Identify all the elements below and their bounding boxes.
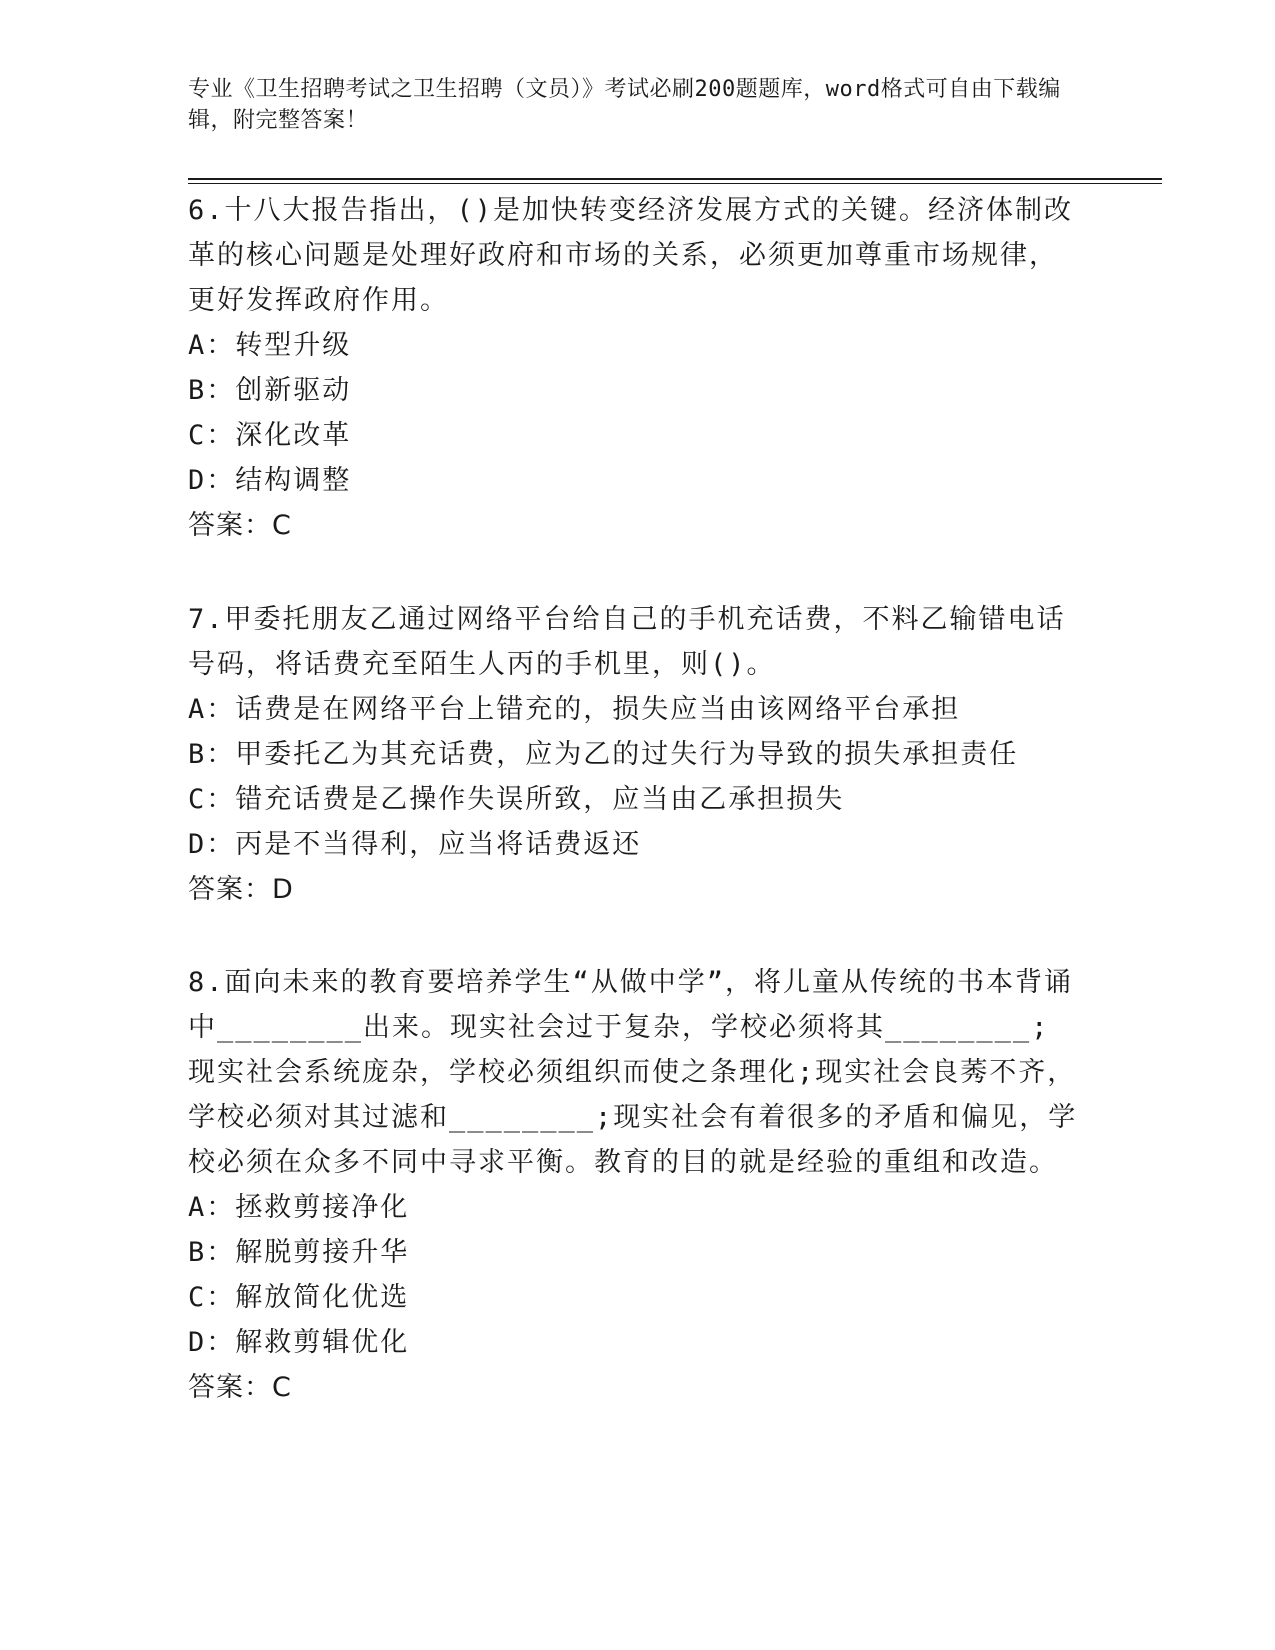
option-c: C：错充话费是乙操作失误所致，应当由乙承担损失	[188, 784, 845, 815]
option-a: A：话费是在网络平台上错充的，损失应当由该网络平台承担	[188, 694, 961, 725]
option-a: A：转型升级	[188, 330, 352, 361]
option-a: A：拯救剪接净化	[188, 1192, 410, 1223]
option-c: C：解放简化优选	[188, 1282, 410, 1313]
document-header: 专业《卫生招聘考试之卫生招聘（文员）》考试必刷200题题库，word格式可自由下载编辑，附完整答案！	[188, 77, 1061, 133]
header-divider-thick	[188, 178, 1162, 180]
option-d: D：丙是不当得利，应当将话费返还	[188, 829, 642, 860]
option-b: B：甲委托乙为其充话费，应为乙的过失行为导致的损失承担责任	[188, 739, 1019, 770]
answer-line: 答案：C	[188, 510, 292, 541]
question-7	[188, 597, 1078, 912]
option-d: D：结构调整	[188, 465, 352, 496]
question-8	[188, 960, 1078, 1410]
question-stem: 7.甲委托朋友乙通过网络平台给自己的手机充话费，不料乙输错电话号码，将话费充至陌生人丙的手机里，则()。	[188, 604, 1066, 680]
question-stem: 6.十八大报告指出，()是加快转变经济发展方式的关键。经济体制改革的核心问题是处理好政府和市场的关系，必须更加尊重市场规律，更好发挥政府作用。	[188, 195, 1074, 316]
option-b: B：解脱剪接升华	[188, 1237, 410, 1268]
answer-line: 答案：D	[188, 874, 294, 905]
header-divider-thin	[188, 183, 1162, 184]
option-c: C：深化改革	[188, 420, 352, 451]
answer-line: 答案：C	[188, 1372, 292, 1403]
question-6	[188, 188, 1078, 548]
question-stem: 8.面向未来的教育要培养学生“从做中学”，将儿童从传统的书本背诵中________出来。现实社会过于复杂，学校必须将其________;现实社会系统庞杂，学校必须组织而使之条理化;现实社会良莠不齐，学校必须对其过滤和________;现实社会有着很多的矛盾和偏见，学校必须在众多不同中寻求平衡。教育的目的就是经验的重组和改造。	[188, 967, 1078, 1178]
option-b: B：创新驱动	[188, 375, 352, 406]
option-d: D：解救剪辑优化	[188, 1327, 410, 1358]
